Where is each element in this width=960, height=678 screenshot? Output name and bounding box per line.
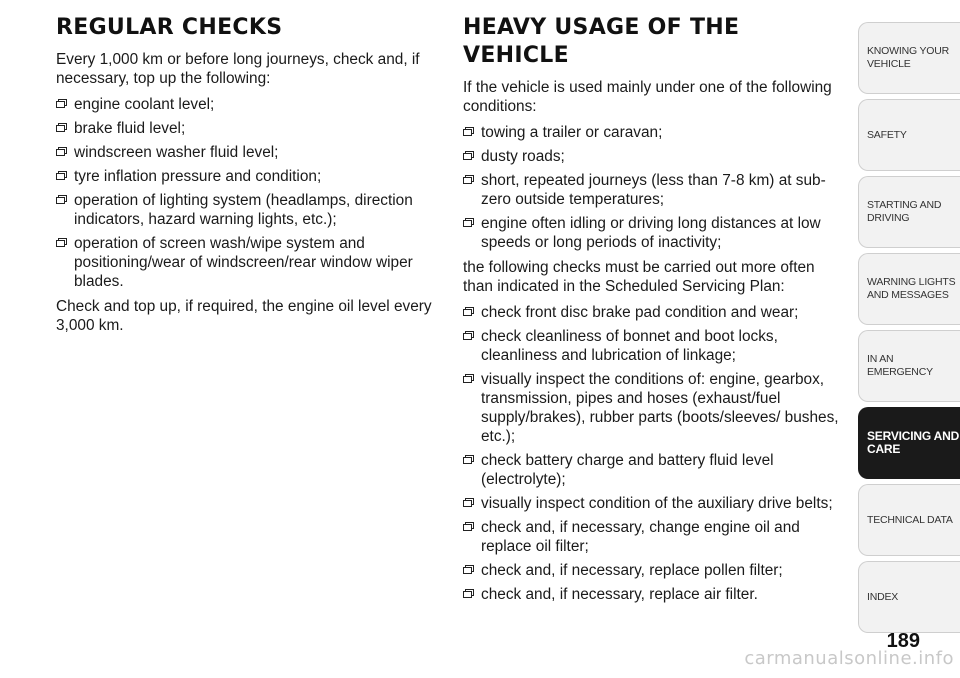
tab-safety[interactable]: SAFETY — [858, 99, 960, 171]
tab-starting-and-driving[interactable]: STARTING AND DRIVING — [858, 176, 960, 248]
list-item: operation of screen wash/wipe system and positioning/wear of windscreen/rear window wiper blades. — [56, 234, 444, 291]
list-item: engine coolant level; — [56, 95, 444, 114]
intro-paragraph: If the vehicle is used mainly under one of the following conditions: — [463, 79, 832, 115]
list-item: check cleanliness of bonnet and boot locks, cleanliness and lubrication of linkage; — [463, 327, 848, 365]
checkbox-bullet-icon — [463, 457, 472, 464]
tab-warning-lights[interactable]: WARNING LIGHTS AND MESSAGES — [858, 253, 960, 325]
list-item: visually inspect the conditions of: engine, gearbox, transmission, pipes and hoses (exhaust/fuel supply/brakes), rubber parts (boots/sleeves/ bushes, etc.); — [463, 370, 848, 446]
list-item: brake fluid level; — [56, 119, 444, 138]
tab-knowing-your-vehicle[interactable]: KNOWING YOUR VEHICLE — [858, 22, 960, 94]
tab-servicing-and-care[interactable]: SERVICING AND CARE — [858, 407, 960, 479]
list-item: engine often idling or driving long distances at low speeds or long periods of inactivity; — [463, 214, 848, 252]
list-item: check and, if necessary, replace pollen filter; — [463, 561, 848, 580]
checkbox-bullet-icon — [463, 524, 472, 531]
outro-paragraph: Check and top up, if required, the engine oil level every 3,000 km. — [56, 298, 432, 334]
regular-checks-list — [56, 95, 444, 291]
list-item: tyre inflation pressure and condition; — [56, 167, 444, 186]
regular-checks-section — [56, 14, 444, 342]
section-title: REGULAR CHECKS — [56, 15, 283, 40]
chapter-tabs — [858, 22, 960, 638]
checkbox-bullet-icon — [463, 376, 472, 383]
tab-in-an-emergency[interactable]: IN AN EMERGENCY — [858, 330, 960, 402]
checkbox-bullet-icon — [56, 125, 65, 132]
section-title: HEAVY USAGE OF THE VEHICLE — [463, 15, 740, 68]
intro-paragraph: Every 1,000 km or before long journeys, check and, if necessary, top up the following: — [56, 51, 420, 87]
heavy-usage-section — [463, 14, 848, 610]
checkbox-bullet-icon — [463, 220, 472, 227]
checkbox-bullet-icon — [56, 197, 65, 204]
list-item: check and, if necessary, change engine oil and replace oil filter; — [463, 518, 848, 556]
list-item: towing a trailer or caravan; — [463, 123, 848, 142]
checkbox-bullet-icon — [463, 591, 472, 598]
checkbox-bullet-icon — [56, 173, 65, 180]
list-item: windscreen washer fluid level; — [56, 143, 444, 162]
checkbox-bullet-icon — [56, 101, 65, 108]
tab-index[interactable]: INDEX — [858, 561, 960, 633]
list-item: check front disc brake pad condition and wear; — [463, 303, 848, 322]
list-item: visually inspect condition of the auxiliary drive belts; — [463, 494, 848, 513]
list-item: check battery charge and battery fluid level (electrolyte); — [463, 451, 848, 489]
checkbox-bullet-icon — [463, 567, 472, 574]
checkbox-bullet-icon — [463, 500, 472, 507]
list-item: dusty roads; — [463, 147, 848, 166]
list-item: operation of lighting system (headlamps, direction indicators, hazard warning lights, etc.); — [56, 191, 444, 229]
list-item: short, repeated journeys (less than 7-8 km) at sub-zero outside temperatures; — [463, 171, 848, 209]
page-number: 189 — [886, 630, 920, 652]
middle-paragraph: the following checks must be carried out more often than indicated in the Scheduled Servicing Plan: — [463, 259, 815, 295]
checkbox-bullet-icon — [56, 240, 65, 247]
checks-list — [463, 303, 848, 604]
checkbox-bullet-icon — [463, 177, 472, 184]
checkbox-bullet-icon — [463, 153, 472, 160]
watermark: carmanualsonline.info — [744, 648, 954, 669]
conditions-list — [463, 123, 848, 252]
checkbox-bullet-icon — [56, 149, 65, 156]
checkbox-bullet-icon — [463, 129, 472, 136]
checkbox-bullet-icon — [463, 333, 472, 340]
checkbox-bullet-icon — [463, 309, 472, 316]
list-item: check and, if necessary, replace air filter. — [463, 585, 848, 604]
tab-technical-data[interactable]: TECHNICAL DATA — [858, 484, 960, 556]
